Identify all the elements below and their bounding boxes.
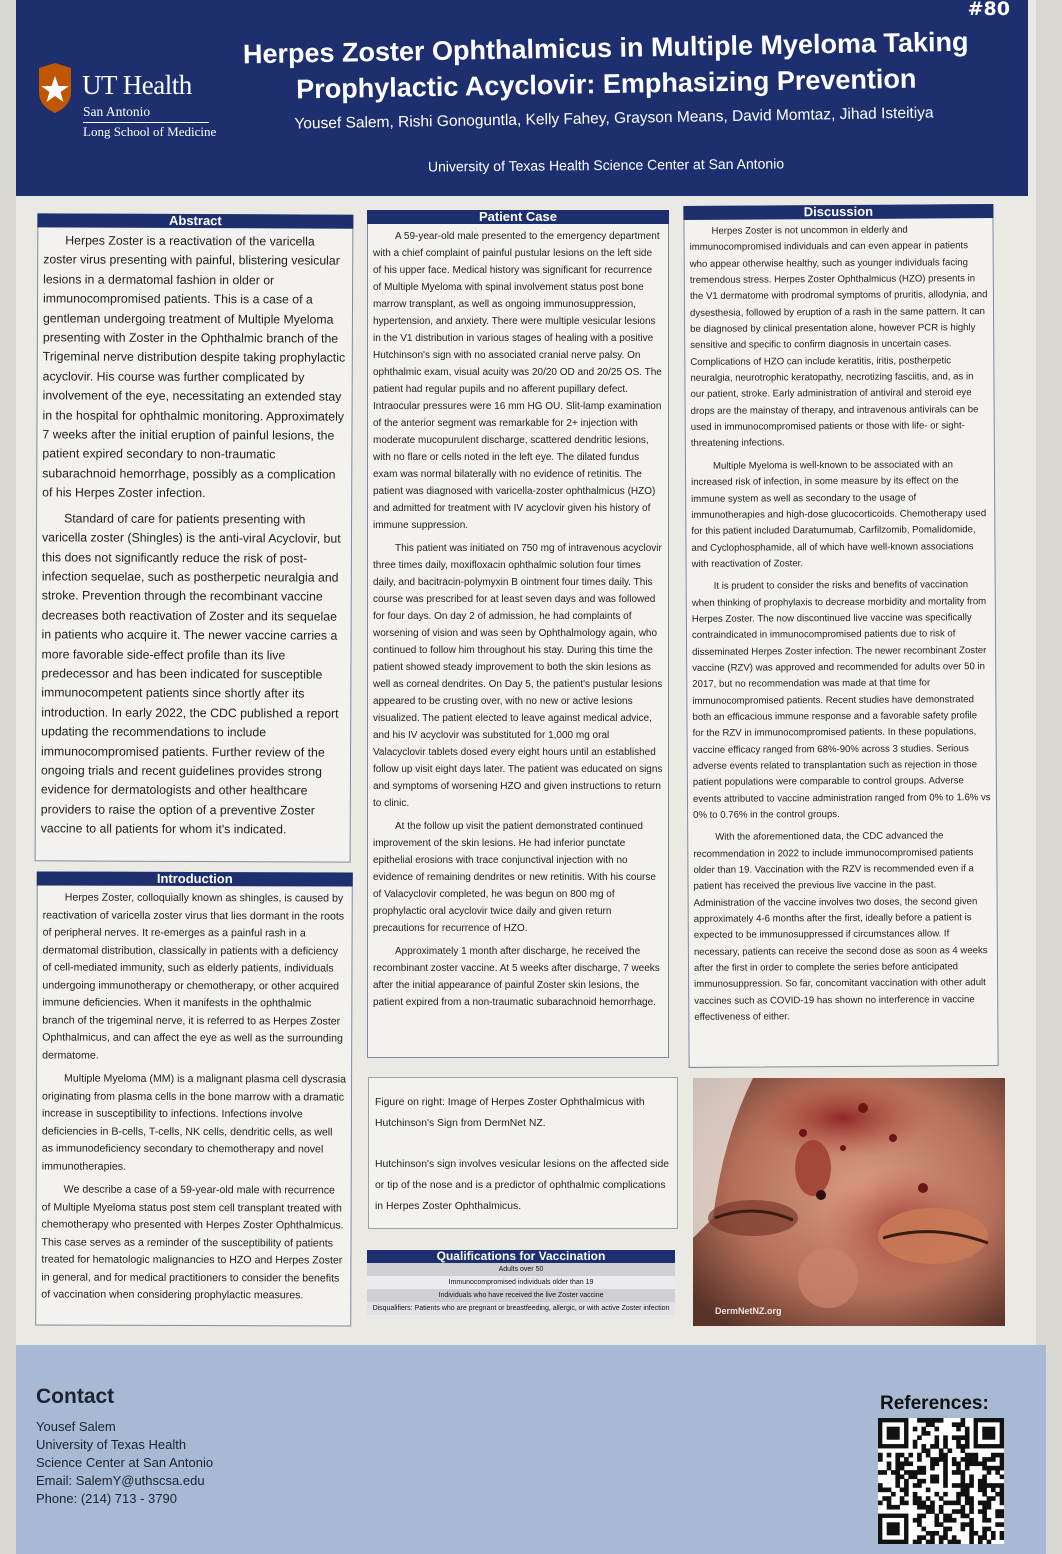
- abstract-heading: Abstract: [37, 213, 353, 228]
- qr-code-icon[interactable]: [878, 1418, 1004, 1544]
- patient-case-paragraph: At the follow up visit the patient demonstrated continued improvement of the skin lesions. He had inferior punctate epithelial erosions with trace conjunctival injection with no evidence of remaining dendrites or new retinitis. With his course of Valacyclovir completed, he was begun on 800 mg of prophylactic oral acyclovir twice daily and given return precautions for recurrence of HZO.: [373, 821, 656, 934]
- shield-star-icon: [36, 62, 74, 114]
- logo-school: Long School of Medicine: [83, 124, 217, 139]
- qr-code-pattern: [878, 1418, 1004, 1544]
- contact-email[interactable]: Email: SalemY@uthscsa.edu: [36, 1473, 205, 1488]
- title-line-2: Prophylactic Acyclovir: Emphasizing Prevention: [296, 63, 917, 105]
- introduction-heading: Introduction: [37, 871, 353, 886]
- abstract-paragraph: Herpes Zoster is a reactivation of the varicella zoster virus presenting with painful, blistering vesicular lesions in a dermatomal fashion in older or immunocompromised patients. This is a case of a gentleman undergoing treatment of Multiple Myeloma presenting with Zoster in the Ophthalmic branch of the Trigeminal nerve distribution despite taking prophylactic acyclovir. His course was further complicated by involvement of the eye, necessitating an extended stay in the hospital for ophthalmic monitoring. Approximately 7 weeks after the initial eruption of painful lesions, the patient expired secondary to non-traumatic subarachnoid hemorrhage, possibly as a complication of his Herpes Zoster infection.: [42, 233, 346, 501]
- contact-phone: Phone: (214) 713 - 3790: [36, 1491, 177, 1506]
- qualifications-heading: Qualifications for Vaccination: [367, 1250, 675, 1263]
- introduction-paragraph: Herpes Zoster, colloquially known as shingles, is caused by reactivation of varicella zoster virus that lies dormant in the roots of peripheral nerves. It re-emerges as a painful rash in a dermatomal distribution, classically in patients with a deficiency of cell-mediated immunity, such as elderly patients, individuals undergoing immunotherapy or chemotherapy, or other acquired immune deficiencies. When it manifests in the ophthalmic branch of the trigeminal nerve, it is referred to as Herpes Zoster Ophthalmicus, and can affect the eye as well as the surrounding dermatome.: [42, 891, 345, 1062]
- clinical-photo: [693, 1078, 1005, 1326]
- face-illustration: [693, 1078, 1005, 1326]
- figure-caption-box: [368, 1077, 678, 1229]
- qualification-row: Individuals who have received the live Zoster vaccine: [367, 1289, 675, 1302]
- poster-number: #80: [967, 0, 1010, 20]
- ut-health-logo: [36, 60, 216, 150]
- discussion-paragraph: Multiple Myeloma is well-known to be associated with an increased risk of infection, in some measure by its effect on the immune system as well as secondary to the usage of immunotherapies and high-dose glucocorticoids. Chemotherapy used for this patient included Daratumumab, Carfilzomib, Pomalidomide, and Cyclophosphamide, all of which have well-known associations with reactivation of Zoster.: [691, 459, 987, 570]
- logo-campus: San Antonio: [83, 104, 151, 119]
- discussion-paragraph: With the aforementioned data, the CDC advanced the recommendation in 2022 to include immunocompromised patients older than 19. Vaccination with the RZV is recommended even if a patient has received the previous live vaccine in the past. Administration of the vaccine involves two doses, the second given approximately 4-6 months after the first, ideally before a patient is expected to be immunosuppressed if circumstances allow. If necessary, patients can receive the second dose as soon as 4 weeks after the first in order to complete the series before anticipated immunosuppression. So far, concomitant vaccination with other adult vaccines such as COVID-19 has shown no interference in vaccine effectiveness of either.: [693, 830, 988, 1024]
- introduction-paragraph: Multiple Myeloma (MM) is a malignant plasma cell dyscrasia originating from plasma cells in the bone marrow with a dramatic increase in susceptibility to infections. Infections involve deficiencies in B-cells, T-cells, NK cells, dendritic cells, as well as immunodeficiency secondary to chemotherapy and novel immunotherapies.: [41, 1072, 347, 1173]
- logo-name: UT Health: [82, 70, 192, 100]
- discussion-paragraph: Herpes Zoster is not uncommon in elderly and immunocompromised individuals and can even appear in patients who appear otherwise healthy, such as younger individuals facing tremendous stress. Herpes Zoster Ophthalmicus (HZO) presents in the V1 dermatome with prodromal symptoms of pruritis, allodynia, and dysesthesia, followed by eruption of a rash in the same pattern. It can be diagnosed by clinical presentation alone, however PCR is highly sensitive and specific to confirm diagnosis in uncertain cases. Complications of HZO can include keratitis, iritis, postherpetic neuralgia, neurotrophic keratopathy, necrotizing fasciitis, and, as in our patient, stroke. Early administration of antiviral and steroid eye drops are the mainstay of therapy, and intravenous antivirals can be used in immunocompromised patients or those with life- or sight-threatening infections.: [689, 224, 988, 450]
- disqualifier-row: Disqualifiers: Patients who are pregnant or breastfeeding, allergic, or with active Zoster infection: [367, 1302, 675, 1315]
- discussion-section: [683, 204, 998, 1068]
- authors: Yousef Salem, Rishi Gonoguntla, Kelly Fahey, Grayson Means, David Momtaz, Jihad Isteitiya: [294, 104, 934, 133]
- title-line-1: Herpes Zoster Ophthalmicus in Multiple Myeloma Taking: [242, 26, 969, 70]
- qualifications-table: [367, 1250, 675, 1315]
- introduction-section: [35, 871, 353, 1326]
- references-heading: References:: [880, 1393, 989, 1414]
- poster-footer: [16, 1345, 1046, 1554]
- introduction-paragraph: We describe a case of a 59-year-old male with recurrence of Multiple Myeloma status post stem cell transplant treated with chemotherapy who presented with Herpes Zoster Ophthalmicus. This case serves as a reminder of the susceptibility of patients treated for hematologic malignancies to HZO and Herpes Zoster in general, and for medical practitioners to consider the benefits of vaccination when considering prophylactic measures.: [41, 1183, 344, 1302]
- discussion-paragraph: It is prudent to consider the risks and benefits of vaccination when thinking of prophylaxis to decrease morbidity and mortality from Herpes Zoster. The now discontinued live vaccine was specifically contraindicated in immunocompromised patients due to risk of disseminated Herpes Zoster infection. The newer recombinant Zoster vaccine (RZV) was approved and recommended for adults over 50 in 2017, but no recommendation was made at that time for immunocompromised patients. Recent studies have demonstrated both an efficacious immune response and a favorable safety profile for the RZV in immunocompromised patients. In these populations, vaccine efficacy ranged from 68%-90% across 3 studies. Serious adverse events related to transplantation such as rejection in those patient populations were comparable to control groups. Adverse events attributed to vaccine administration ranged from 0% to 1.6% vs 0% to 0.76% in the control groups.: [691, 579, 991, 821]
- poster-title: [215, 23, 996, 109]
- patient-case-paragraph: A 59-year-old male presented to the emergency department with a chief complaint of painful pustular lesions on the left side of his upper face. Medical history was significant for recurrence of Multiple Myeloma with spinal involvement status post bone marrow transplant, as well as ongoing immunosuppression, hypertension, and anxiety. There were multiple vesicular lesions in the V1 distribution in various stages of healing with a positive Hutchinson's sign with no associated cranial nerve palsy. On ophthalmic exam, visual acuity was 20/20 OD and 20/25 OS. The patient had regular pupils and no afferent pupillary defect. Intraocular pressures were 16 mm HG OU. Slit-lamp examination of the anterior segment was remarkable for 2+ injection with moderate mucopurulent discharge, scattered dendritic lesions, with no flare or cells noted in the left eye. The dilated fundus exam was normal bilaterally with no evidence of retinitis. The patient was diagnosed with varicella-zoster ophthalmicus (HZO) and admitted for treatment with IV acyclovir given his history of immune suppression.: [373, 231, 662, 531]
- hutchinson-sign-note: Hutchinson's sign involves vesicular lesions on the affected side or tip of the nose and is a predictor of ophthalmic complications in Herpes Zoster Ophthalmicus.: [375, 1159, 670, 1212]
- poster-header: [16, 0, 1028, 196]
- patient-case-paragraph: This patient was initiated on 750 mg of intravenous acyclovir three times daily, moxifloxacin ophthalmic solution four times daily, and bacitracin-polymyxin B ointment four times daily. This course was prescribed for at least seven days and was followed for four days. On day 2 of admission, he had complaints of worsening of vision and was seen by Ophthalmology again, who continued to follow him throughout his stay. During this time the patient showed steady improvement to both the skin lesions as well as corneal dendrites. On Day 5, the patient's pustular lesions appeared to be crusting over, with no new or active lesions visualized. The patient elected to leave against medical advice, and his IV acyclovir was substituted for 1,000 mg oral Valacyclovir tablets dosed every eight hours until an established follow up visit eight days later. The patient was educated on signs and symptoms of worsening HZO and given instructions to return to clinic.: [373, 543, 663, 809]
- contact-name: Yousef Salem: [36, 1419, 116, 1434]
- contact-org-line-2: Science Center at San Antonio: [36, 1455, 214, 1470]
- patient-case-section: [367, 210, 669, 1058]
- logo-divider: [83, 122, 209, 123]
- patient-case-paragraph: Approximately 1 month after discharge, he received the recombinant zoster vaccine. At 5 weeks after discharge, 7 weeks after the initial appearance of painful Zoster skin lesions, the patient expired from a non-traumatic subarachnoid hemorrhage.: [373, 946, 660, 1008]
- discussion-heading: Discussion: [683, 204, 993, 220]
- affiliation: University of Texas Health Science Center at San Antonio: [427, 155, 785, 175]
- abstract-section: [35, 213, 354, 862]
- qualification-row: Adults over 50: [367, 1263, 675, 1276]
- patient-case-heading: Patient Case: [367, 210, 669, 224]
- figure-caption: Figure on right: Image of Herpes Zoster Ophthalmicus with Hutchinson's Sign from DermNet NZ.: [375, 1097, 645, 1129]
- poster: [16, 0, 1036, 1554]
- abstract-paragraph: Standard of care for patients presenting with varicella zoster (Shingles) is the anti-viral Acyclovir, but this does not significantly reduce the risk of post-infection sequelae, such as postherpetic neuralgia and stroke. Prevention through the recombinant vaccine decreases both reactivation of Zoster and its sequelae in patients who acquire it. The newer vaccine carries a more favorable side-effect profile than its live predecessor and has been indicated for susceptible immunocompetent patients since shortly after its introduction. In early 2022, the CDC published a report updating the recommendations to include immunocompromised patients. Further review of the ongoing trials and recent guidelines provides strong evidence for dermatologists and other healthcare providers to raise the option of a preventive Zoster vaccine to all patients for whom it's indicated.: [40, 511, 341, 837]
- qualification-row: Immunocompromised individuals older than 19: [367, 1276, 675, 1289]
- photo-credit: DermNetNZ.org: [715, 1306, 782, 1316]
- contact-heading: Contact: [36, 1385, 115, 1408]
- contact-org-line-1: University of Texas Health: [36, 1437, 187, 1452]
